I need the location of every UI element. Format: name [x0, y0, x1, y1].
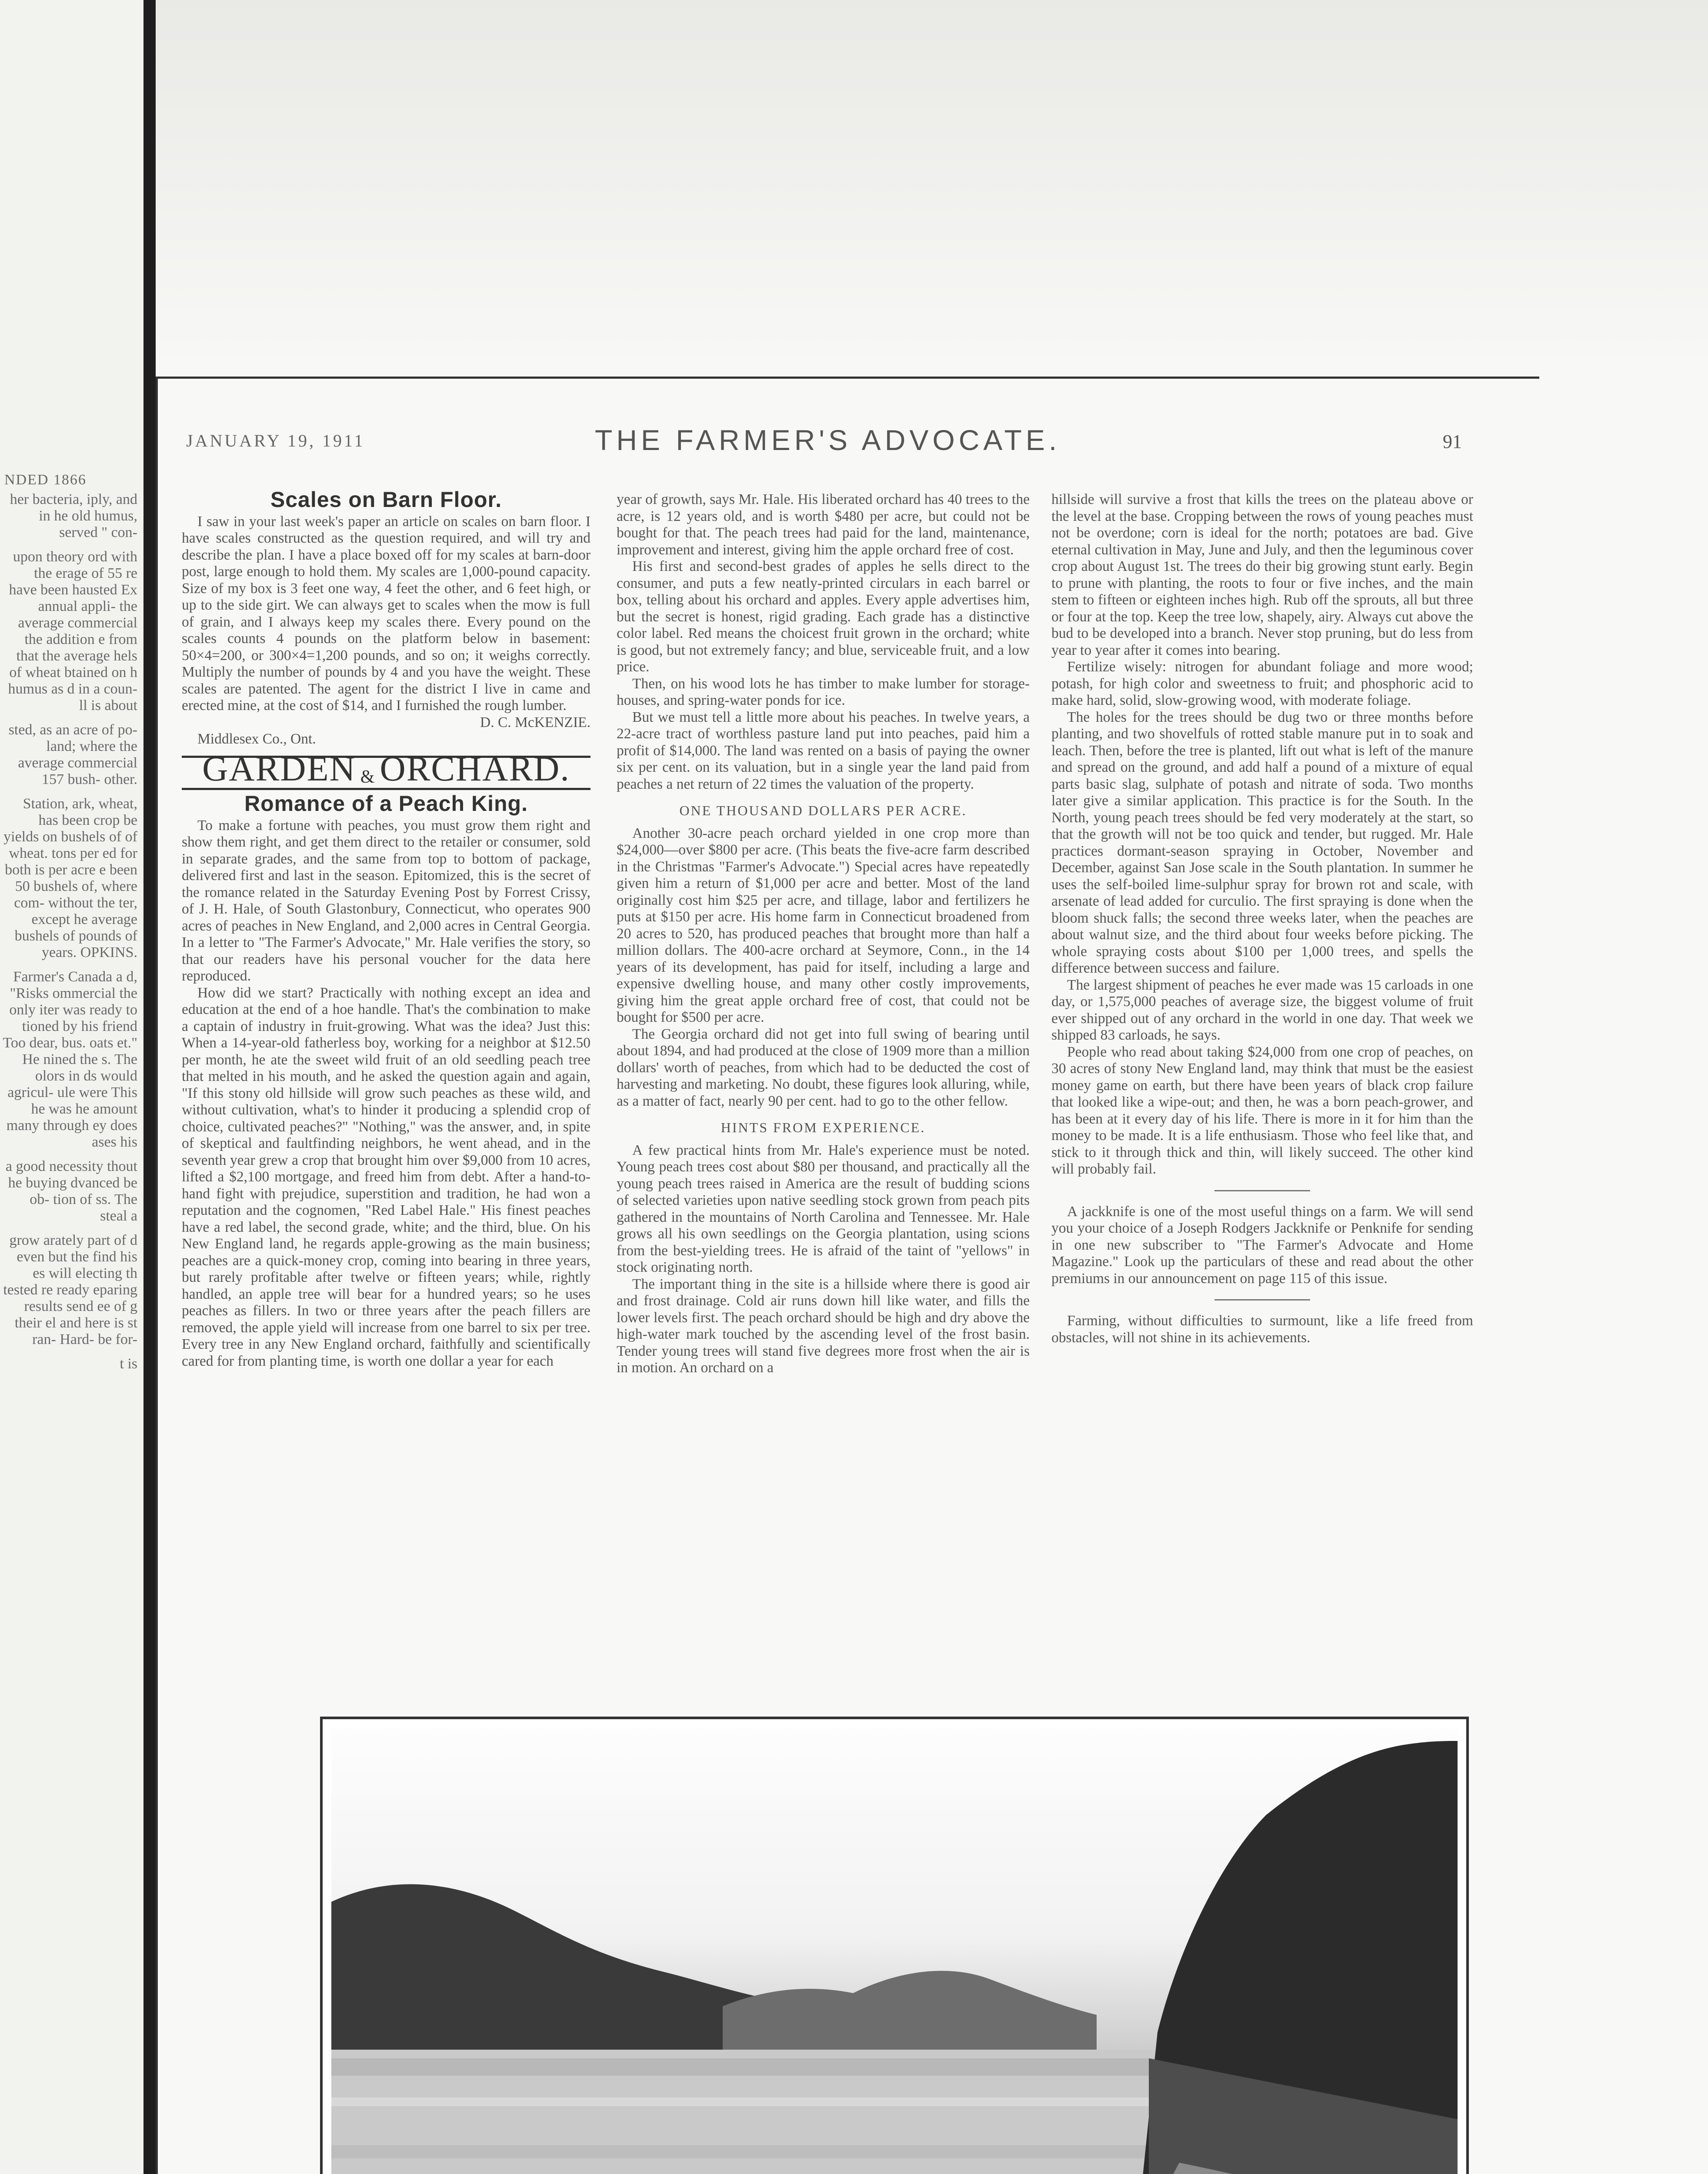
paragraph: The Georgia orchard did not get into full swing of bearing until about 1894, and had produced at the close of 1909 more than a million dollars' worth of peaches, from which had to be deducted the cost of harvesting and marketing. No doubt, these figures look alluring, while, as a matter of fact, nearly 90 per cent. had to go to the other fellow. — [617, 1026, 1030, 1109]
left-fragment: a good necessity thout he buying dvanced be ob- tion of ss. The steal a — [5, 1158, 137, 1224]
paragraph: The largest shipment of peaches he ever made was 15 carloads in one day, or 1,575,000 peaches of average size, the biggest volume of fruit ever shipped out of any orchard in the world in one day. That week we shipped 83 carloads, he says. — [1051, 977, 1473, 1043]
paragraph: The holes for the trees should be dug two or three months before planting, and two shovelfuls of rotted stable manure put in to soak and leach. Then, before the tree is planted, lift out what is left of the manure and spread on the ground, and add half a pound of a mixture of equal parts basic slag, sulphate of potash and nitrate of soda. Two months later give a similar application. This practice is for the South. In the North, young peach trees should be fed very moderately at the start, so that the growth will not be too quick and tender, but rugged. Mr. Hale practices dormant-season spraying in October, November and December, against San Jose scale in the South plantation. In summer he uses the self-boiled lime-sulphur spray for brown rot and scale, with arsenate of lead added for curculio. The first spraying is done when the bloom shuck falls; the second three weeks later, when the peaches are about walnut size, and the third about four weeks before picking. The whole spraying costs about $100 per 1,000 trees, and spells the difference between success and failure. — [1051, 709, 1473, 976]
paragraph: How did we start? Practically with nothing except an idea and education at the end of a hoe handle. That's the combination to make a captain of industry in fruit-growing. What was the idea? Just this: When a 14-year-old fatherless boy, working for a neighbor at $12.50 per month, he ate the sweet wild fruit of an old seedling peach tree that melted in his mouth, and he asked the question again and again, "If this stony old hillside will grow such peaches as these wild, and without cultivation, what's to hinder it producing a splendid crop of choice, cultivated peaches?" "Nothing," was the answer, and, in spite of skeptical and faultfinding neighbors, he went ahead, and in the seventh year grew a crop that brought him over $9,000 from 10 acres, lifted a $2,100 mortgage, and freed him from debt. After a hand-to-hand fight with prejudice, superstition and tradition, he had won a reputation and the cognomen, "Red Label Hale." His finest peaches have a red label, the second grade, white; and the third, blue. On his New England land, he regards apple-growing as the main business; peaches are a quick-money crop, coming into bearing in three years, but rarely profitable after twelve or fifteen years; while, rightly handled, an apple tree will bear for a hundred years; so he uses peaches as fillers. In two or three years after the peach fillers are removed, the apple yield will increase from one barrel to six per tree. Every tree in any New England orchard, faithfully and scientifically cared for from planting time, is worth one dollar a year for each — [182, 984, 590, 1369]
left-page-header: NDED 1866 — [4, 472, 87, 488]
peach-title: Romance of a Peach King. — [244, 791, 528, 816]
photo-frame — [320, 1717, 1469, 2174]
column-3 — [1051, 491, 1473, 1346]
lake-scene-illustration — [331, 1728, 1458, 2174]
paragraph: But we must tell a little more about his peaches. In twelve years, a 22-acre tract of worthless pasture land put into peaches, paid him a profit of $14,000. The land was rented on a basis of paying the owner six per cent. on its valuation, but in a single year the land paid from peaches a net return of 22 times the valuation of the property. — [617, 709, 1030, 792]
left-fragment: Station, ark, wheat, has been crop be yields on bushels of of wheat. tons per ed for both is per acre e been 50 bushels of, where com- without the ter, except he average bushels of pounds of years. OPKINS. — [3, 796, 137, 960]
lake-photograph — [331, 1728, 1458, 2174]
publication-title: THE FARMER'S ADVOCATE. — [595, 424, 1061, 456]
issue-date: JANUARY 19, 1911 — [186, 431, 365, 450]
left-fragment: sted, as an acre of po- land; where the average commercial 157 bush- other. — [8, 722, 137, 787]
page-top-blank — [156, 0, 1708, 374]
left-fragment: t is — [120, 1356, 137, 1372]
paragraph: Fertilize wisely: nitrogen for abundant foliage and more wood; potash, for high color and sweetness to fruit; and phosphoric acid to make hard, solid, slow-growing wood, with moderate foliage. — [1051, 659, 1473, 708]
divider — [1214, 1190, 1310, 1191]
scales-title: Scales on Barn Floor. — [270, 487, 502, 512]
farming-quote: Farming, without difficulties to surmount, like a life freed from obstacles, will not shine in its achievements. — [1051, 1313, 1473, 1346]
paragraph: To make a fortune with peaches, you must grow them right and show them right, and get them direct to the retailer or consumer, sold in separate grades, and the same from top to bottom of package, delivered first and last in the season. Epitomized, this is the secret of the romance related in the Saturday Evening Post by Forrest Crissy, of J. H. Hale, of South Glastonbury, Connecticut, who operates 900 acres of peaches in New England, and 2,000 acres in Central Georgia. In a letter to "The Farmer's Advocate," Mr. Hale verifies the story, so that our readers have his personal voucher for the data here reproduced. — [182, 817, 590, 984]
paragraph: Then, on his wood lots he has timber to make lumber for storage-houses, and spring-water ponds for ice. — [617, 675, 1030, 708]
paragraph: The important thing in the site is a hillside where there is good air and frost drainage. Cold air runs down hill like water, and fills the lower levels first. The peach orchard should be high and dry above the high-water mark touched by the ascending level of the frost basin. Tender young trees will stand five degrees more frost when the air is in motion. An orchard on a — [617, 1276, 1030, 1376]
section-word-garden: GARDEN — [202, 748, 356, 788]
divider — [1214, 1299, 1310, 1300]
paragraph: People who read about taking $24,000 from one crop of peaches, on 30 acres of stony New England land, may think that must be the easiest money game on earth, but there have been years of black crop failure that looked like a wipe-out; and then, he was a born peach-grower, and has been at it every day of his life. There is more in it for him than the money to be made. It is a life enthusiasm. Those who feel like that, and stick to it through thick and thin, will likely succeed. The other kind will probably fail. — [1051, 1044, 1473, 1177]
paragraph: hillside will survive a frost that kills the trees on the plateau above or the level at the base. Cropping between the rows of young peaches must not be overdone; corn is ideal for the north; potatoes are bad. Give eternal cultivation in May, June and July, and then the leguminous cover crop about August 1st. The trees do their big growing stunt early. Begin to prune with planting, the roots to four or five inches, and the main stem to fifteen or eighteen inches high. Rub off the sprouts, all but three or four at the top. Keep the tree low, shapely, airy. Always cut above the bud to be developed into a branch. Never stop pruning, but do less from year to year after it comes into bearing. — [1051, 491, 1473, 658]
left-facing-page — [0, 0, 146, 2174]
left-fragment: her bacteria, iply, and in he old humus, served " con- — [10, 491, 137, 540]
running-head — [156, 424, 1708, 461]
scales-signature: D. C. McKENZIE. — [480, 714, 590, 730]
section-word-orchard: ORCHARD. — [380, 748, 570, 788]
column-2 — [617, 491, 1030, 1377]
section-heading-garden-orchard — [182, 748, 590, 790]
left-fragment: grow arately part of d even but the find his es will electing th tested re ready eparing results send ee of g their el and here is st ran- Hard- be for- — [3, 1232, 137, 1347]
left-page-text — [3, 491, 137, 1380]
subheading-thousand-dollars: ONE THOUSAND DOLLARS PER ACRE. — [679, 803, 967, 818]
paragraph: Another 30-acre peach orchard yielded in one crop more than $24,000—over $800 per acre. (This beats the five-acre farm described in the Christmas "Farmer's Advocate.") Special acres have repeatedly given him a return of $1,000 per acre and better. Most of the land originally cost him $25 per acre, and tillage, labor and fertilizers he puts at $150 per acre. His home farm in Connecticut broadened from 20 acres to 520, has produced peaches that brought more than half a million dollars. The 400-acre orchard at Seymore, Conn., in the 14 years of its development, has paid for itself, including a large and expensive dwelling house, and many other costly improvements, giving him the great apple orchard free of cost, that could not be bought for $500 per acre. — [617, 825, 1030, 1025]
jackknife-notice: A jackknife is one of the most useful things on a farm. We will send you your choice of a Joseph Rodgers Jackknife or Penknife for sending in one new subscriber to "The Farmer's Advocate and Home Magazine." Look up the particulars of these and read about the other premiums in our announcement on page 115 of this issue. — [1051, 1203, 1473, 1287]
left-fragment: upon theory ord with the erage of 55 re have been hausted Ex annual appli- the average commercial the addition e from that the average hels of wheat btained on h humus as d in a coun- ll is about — [8, 549, 137, 714]
left-fragment: Farmer's Canada a d, "Risks ommercial the only iter was ready to tioned by his friend Too dear, bus. oats et." He nined the s. The olors in ds would agricul- ule were This he was he amount many through ey does ases his — [3, 969, 137, 1150]
paragraph: His first and second-best grades of apples he sells direct to the consumer, and puts a few neatly-printed circulars in each barrel or box, telling about his orchard and apples. Every apple advertises him, but the secret is honest, rigid grading. Each grade has a distinctive color label. Red means the choicest fruit grown in the orchard; white is good, but not extremely fancy; and blue, serviceable fruit, and a low price. — [617, 558, 1030, 675]
scales-location: Middlesex Co., Ont. — [197, 731, 316, 747]
main-page — [156, 0, 1708, 2174]
subheading-hints: HINTS FROM EXPERIENCE. — [721, 1120, 926, 1135]
scales-body: I saw in your last week's paper an article on scales on barn floor. I have scales constructed as the question required, and will try and describe the plan. I have a place boxed off for my scales at barn-door post, large enough to hold them. My scales are 1,000-pound capacity. Size of my box is 3 feet one way, 4 feet the other, and 6 feet high, or up to the side girt. We can always get to scales when the mow is full of grain, and I always keep my scales there. Every pound on the scales counts 4 pounds on the platform below in basement: 50×4=200, or 300×4=1,200 pounds, and so on; it weighs correctly. Multiply the number of pounds by 4 and you have the weight. These scales are patented. The agent for the district I live in came and erected mine, at the cost of $14, and I furnished the rough lumber. — [182, 513, 590, 714]
section-ampersand: & — [360, 767, 376, 787]
column-1 — [182, 487, 590, 1370]
page-gutter — [143, 0, 156, 2174]
paragraph: year of growth, says Mr. Hale. His liberated orchard has 40 trees to the acre, is 12 years old, and is worth $480 per acre, but could not be bought for that. The peach trees had paid for the land, maintenance, improvement and interest, giving him the apple orchard free of cost. — [617, 491, 1030, 558]
paragraph: A few practical hints from Mr. Hale's experience must be noted. Young peach trees cost about $80 per thousand, and practically all the young peach trees raised in America are the result of budding scions of selected varieties upon native seedling stock grown from peach pits gathered in the mountains of North Carolina and Tennessee. Mr. Hale grows all his own seedlings on the Georgia plantation, using scions from the best-yielding trees. He is afraid of the taint of "yellows" in stock originating north. — [617, 1142, 1030, 1275]
page-number: 91 — [1443, 431, 1462, 452]
